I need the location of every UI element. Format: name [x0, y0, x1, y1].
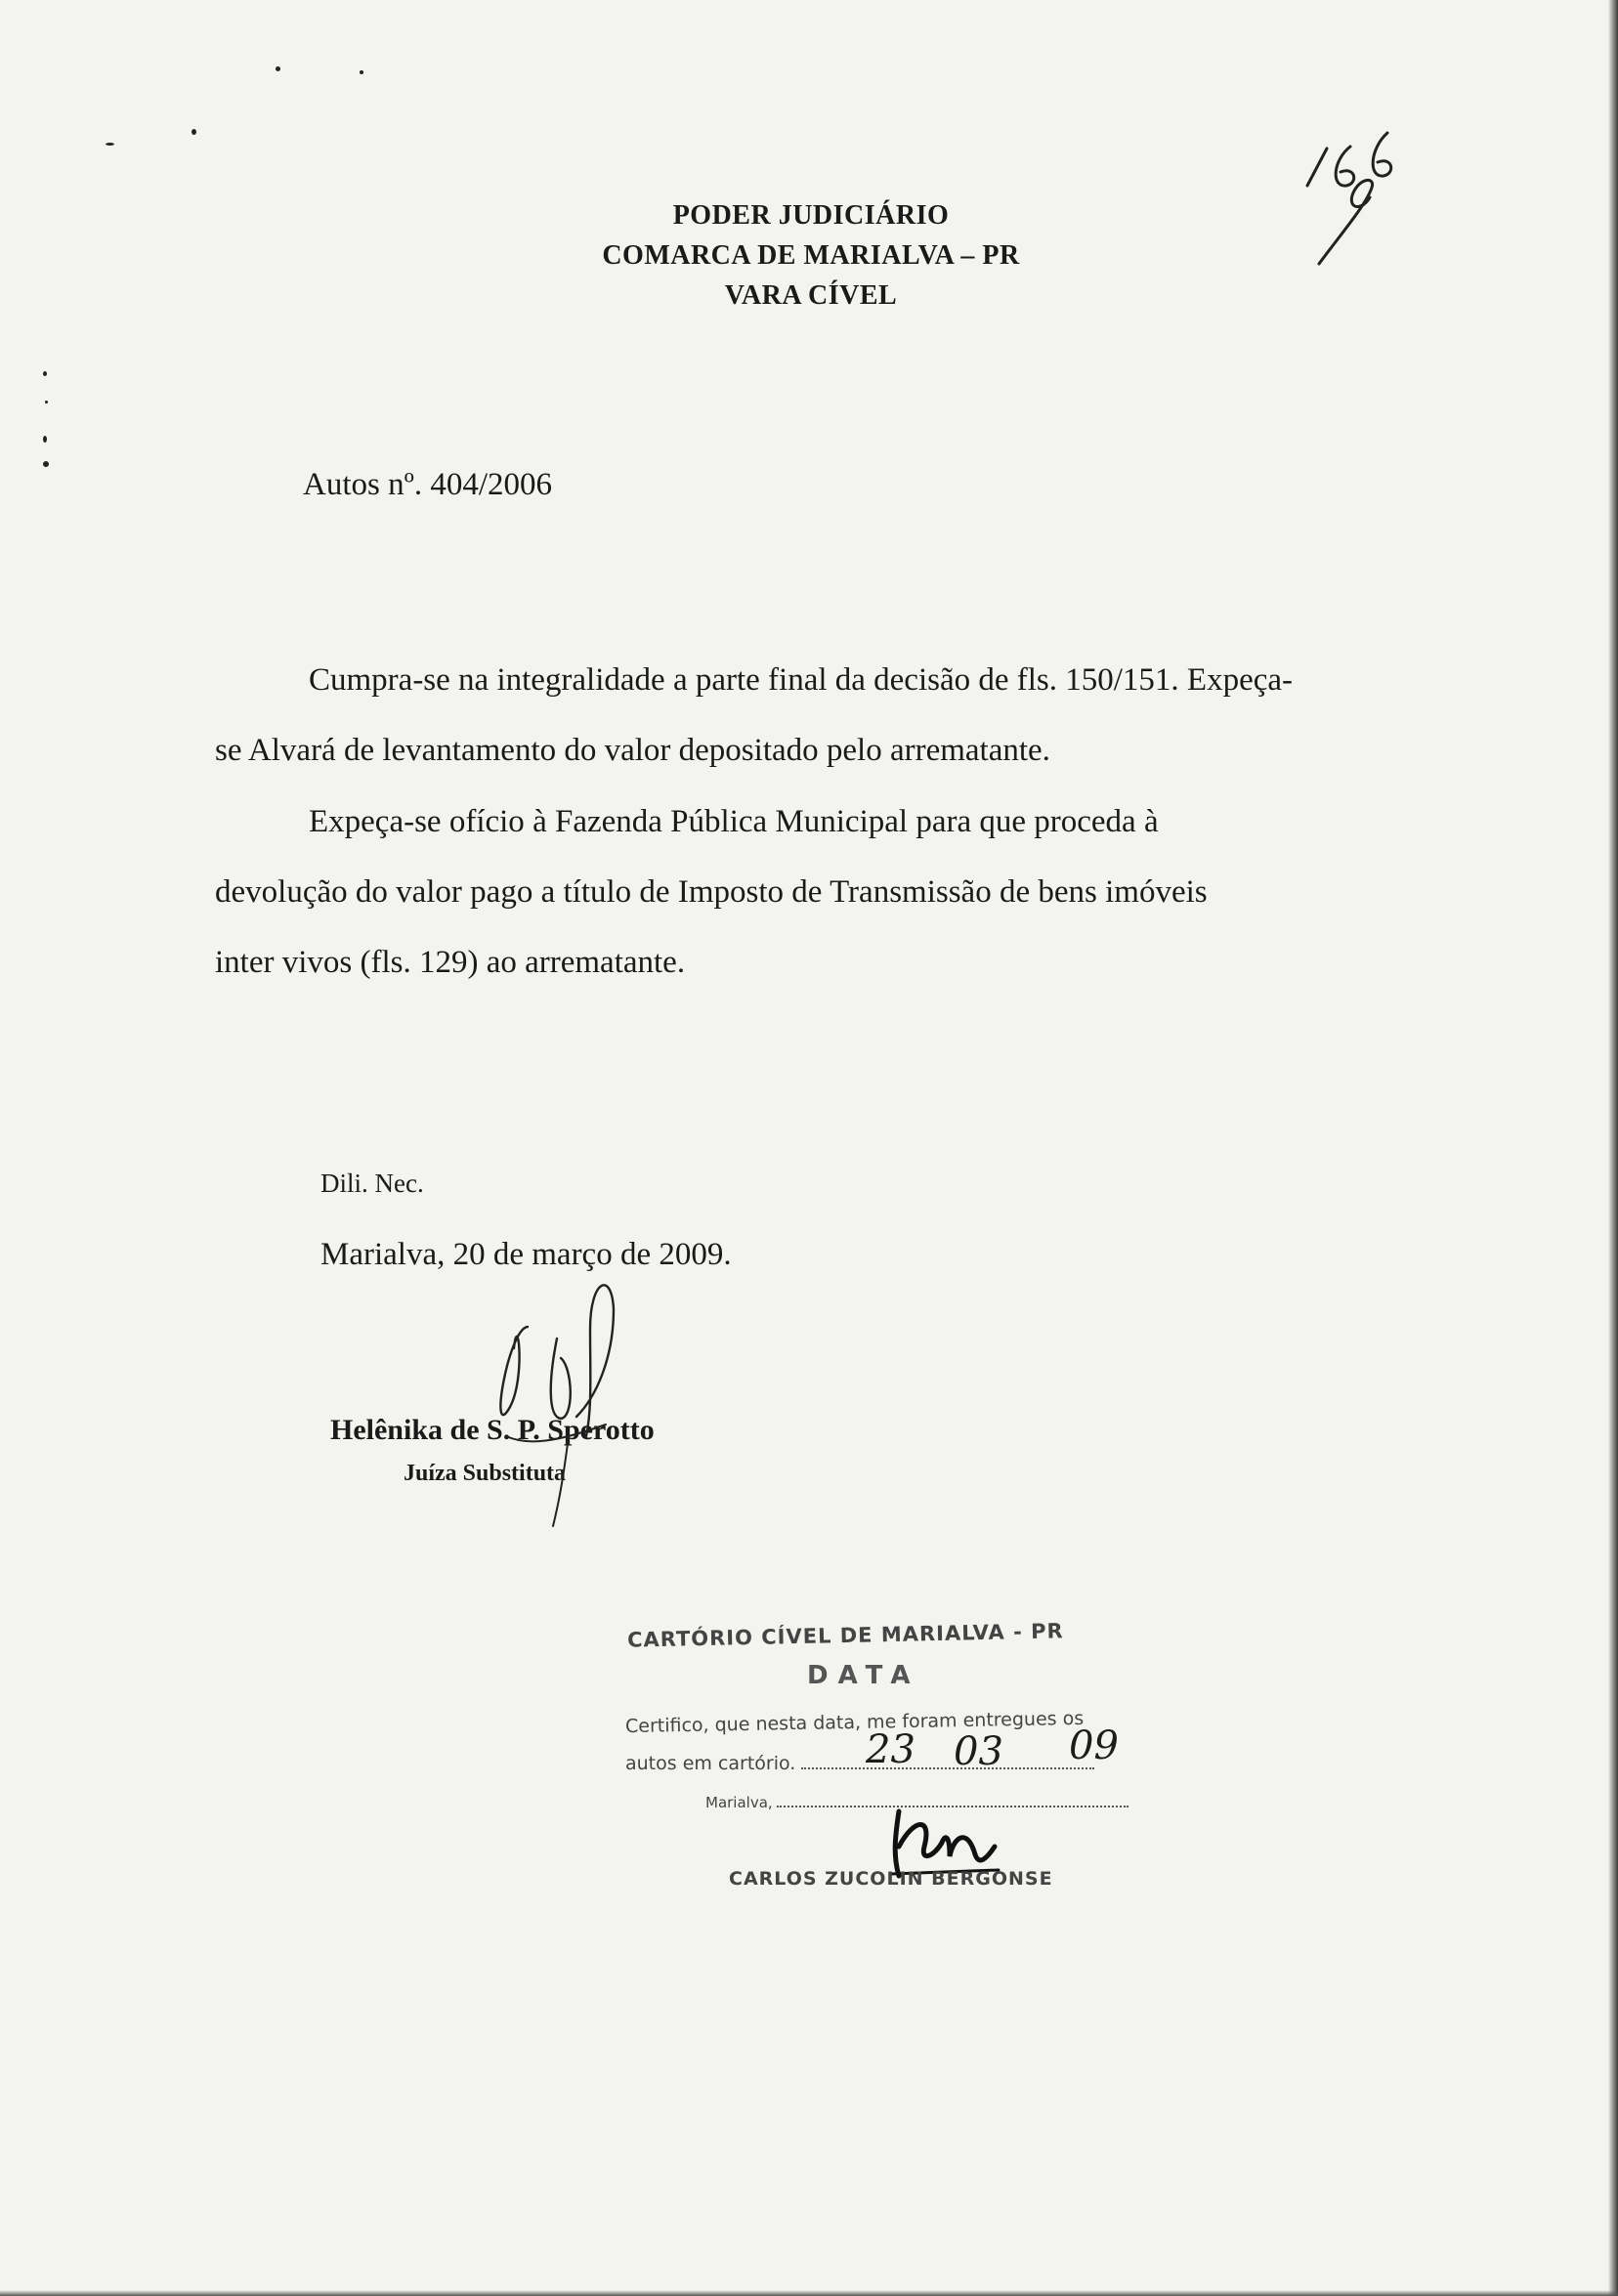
- word: do: [355, 874, 388, 910]
- word: ofício: [448, 804, 525, 839]
- word: a: [540, 874, 556, 910]
- judge-signature: [459, 1270, 674, 1544]
- scan-speck: [43, 461, 49, 467]
- stamp-date-year: 09: [1069, 1723, 1119, 1768]
- word: bens: [1038, 874, 1097, 910]
- folio-handwritten-number: [1290, 127, 1426, 274]
- word: Fazenda: [554, 804, 662, 839]
- scan-speck: [360, 70, 363, 74]
- paragraph-line: [215, 787, 1397, 857]
- paragraph-line: se Alvará de levantamento do valor depositado pelo arrematante.: [215, 733, 1050, 768]
- word: Pública: [670, 804, 768, 839]
- page-bottom-shadow: [0, 2290, 1618, 2296]
- paragraph-line: Cumpra-se na integralidade a parte final da decisão de fls. 150/151. Expeça-: [309, 662, 1294, 698]
- word: valor: [396, 874, 462, 910]
- stamp-autos-text: autos em cartório.: [625, 1753, 796, 1774]
- scan-speck: [43, 371, 47, 376]
- word: Transmissão: [830, 874, 992, 910]
- stamp-place-text: Marialva,: [705, 1794, 773, 1811]
- stamp-title: CARTÓRIO CÍVEL DE MARIALVA - PR: [626, 1619, 1064, 1652]
- scan-speck: [106, 143, 114, 146]
- header-line-district: COMARCA DE MARIALVA – PR: [602, 240, 1020, 271]
- signatory-name: Helênika de S. P. Sperotto: [330, 1414, 655, 1446]
- scan-speck: [276, 66, 280, 71]
- body-paragraph-2: [215, 787, 1397, 998]
- stamp-date-dotted-line: [801, 1767, 1094, 1769]
- header-line-court: VARA CÍVEL: [724, 280, 898, 311]
- dili-nec-note: Dili. Nec.: [320, 1169, 424, 1198]
- scan-speck: [192, 129, 196, 135]
- scan-speck: [45, 401, 48, 404]
- body-paragraph-1: [215, 645, 1397, 786]
- header-line-judiciary: PODER JUDICIÁRIO: [672, 200, 950, 231]
- word: de: [999, 874, 1031, 910]
- page-edge-shadow: [1608, 0, 1618, 2296]
- stamp-autos-line: [625, 1753, 1094, 1774]
- signatory-role: Juíza Substituta: [404, 1461, 567, 1486]
- word: Municipal: [775, 804, 909, 839]
- word: título: [563, 874, 632, 910]
- word: proceda: [1034, 804, 1136, 839]
- stamp-certify-line: Certifico, que nesta data, me foram entregues os: [624, 1707, 1085, 1738]
- word: pago: [470, 874, 533, 910]
- stamp-clerk-name: CARLOS ZUCOLIN BERGONSE: [729, 1868, 1053, 1890]
- paragraph-line: inter vivos (fls. 129) ao arrematante.: [215, 945, 686, 980]
- word: de: [639, 874, 670, 910]
- place-and-date: Marialva, 20 de março de 2009.: [320, 1237, 732, 1272]
- word: devolução: [215, 874, 348, 910]
- stamp-date-month: 03: [954, 1729, 1003, 1774]
- word: à: [1143, 804, 1159, 839]
- stamp-date-day: 23: [866, 1727, 915, 1772]
- court-header: [547, 195, 1075, 316]
- word: Imposto: [677, 874, 784, 910]
- scan-speck: [43, 436, 47, 443]
- word: imóveis: [1105, 874, 1208, 910]
- word: para: [915, 804, 972, 839]
- case-number: Autos nº. 404/2006: [303, 467, 552, 502]
- word: de: [791, 874, 823, 910]
- word: que: [979, 804, 1027, 839]
- notary-receipt-stamp: [621, 1619, 1169, 1890]
- stamp-data-label: DATA: [807, 1661, 920, 1690]
- word: Expeça-se: [309, 804, 442, 839]
- word: à: [532, 804, 547, 839]
- paragraph-line: [215, 857, 1397, 927]
